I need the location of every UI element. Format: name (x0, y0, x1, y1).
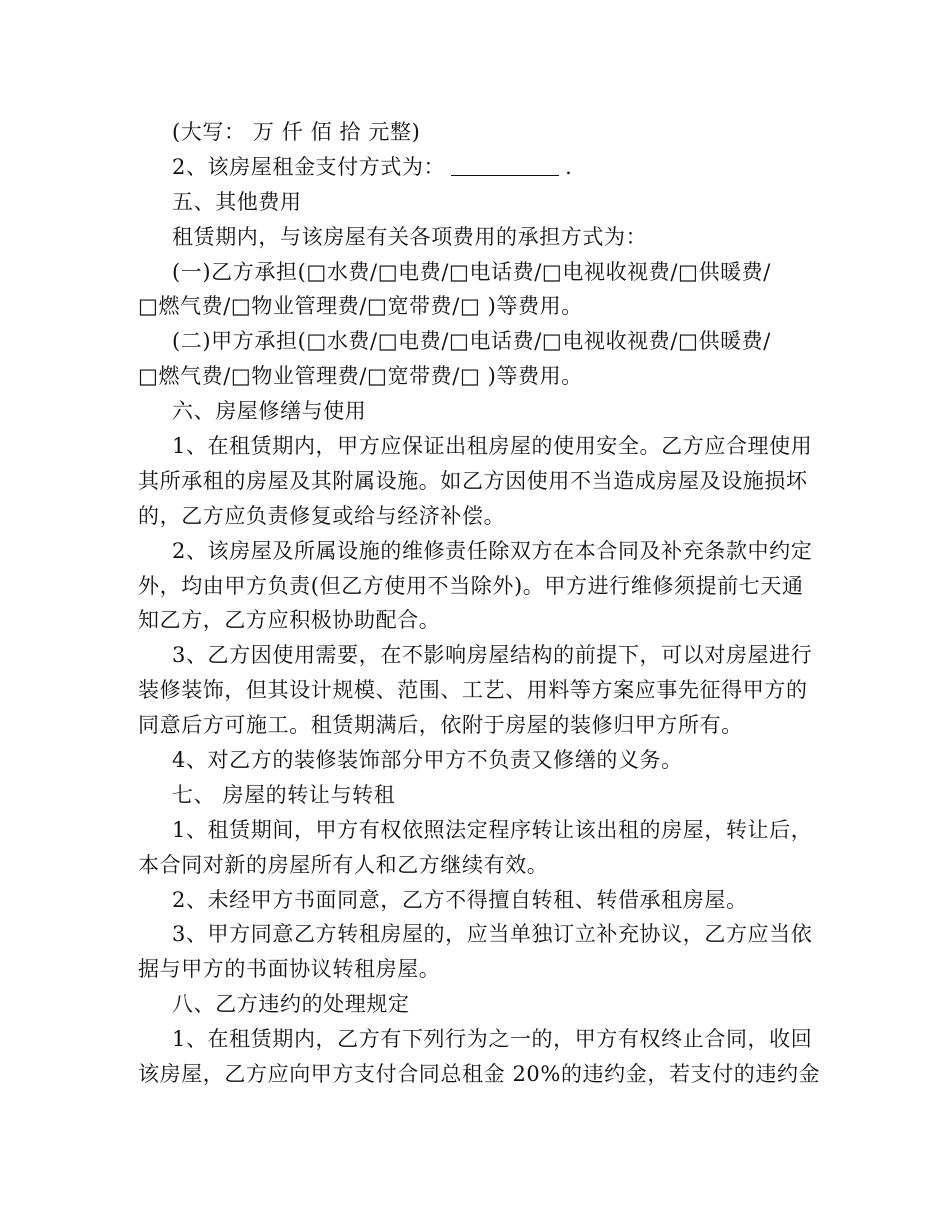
text-line: (二)甲方承担(□水费/□电费/□电话费/□电视收视费/□供暖费/ (172, 329, 771, 354)
text-line: 2、该房屋租金支付方式为： . (172, 154, 573, 179)
text-line: 据与甲方的书面协议转租房屋。 (138, 957, 441, 982)
text-line: 装修装饰，但其设计规模、范围、工艺、用料等方案应事先征得甲方的 (138, 678, 808, 703)
text-line: □燃气费/□物业管理费/□宽带费/□ )等费用。 (138, 294, 583, 319)
text-line: 该房屋，乙方应向甲方支付合同总租金 20%的违约金，若支付的违约金 (138, 1062, 821, 1087)
text-line: 2、该房屋及所属设施的维修责任除双方在本合同及补充条款中约定 (172, 538, 813, 563)
text-line: 的，乙方应负责修复或给与经济补偿。 (138, 503, 506, 528)
fill-in-blank (451, 157, 559, 176)
text-line: 3、乙方因使用需要，在不影响房屋结构的前提下，可以对房屋进行 (172, 643, 813, 668)
text-line: 1、在租赁期内，甲方应保证出租房屋的使用安全。乙方应合理使用 (172, 434, 813, 459)
text-line: (一)乙方承担(□水费/□电费/□电话费/□电视收视费/□供暖费/ (172, 259, 771, 284)
text-line: (大写： 万 仟 佰 拾 元整) (172, 120, 421, 144)
text-line: 知乙方，乙方应积极协助配合。 (138, 608, 441, 633)
text-line: 4、对乙方的装修装饰部分甲方不负责又修缮的义务。 (172, 748, 683, 773)
text-line: 2、未经甲方书面同意，乙方不得擅自转租、转借承租房屋。 (172, 887, 748, 912)
text-line: 其所承租的房屋及其附属设施。如乙方因使用不当造成房屋及设施损坏 (138, 468, 808, 493)
text-line: 1、租赁期间，甲方有权依照法定程序转让该出租的房屋，转让后， (172, 817, 813, 842)
text-line: 1、在租赁期内，乙方有下列行为之一的，甲方有权终止合同，收回 (172, 1027, 813, 1052)
section-heading: 七、 房屋的转让与转租 (172, 782, 396, 807)
text-line: 租赁期内，与该房屋有关各项费用的承担方式为： (172, 224, 648, 249)
text-line: 3、甲方同意乙方转租房屋的，应当单独订立补充协议，乙方应当依 (172, 922, 813, 947)
text-line: 本合同对新的房屋所有人和乙方继续有效。 (138, 852, 549, 877)
text-line: □燃气费/□物业管理费/□宽带费/□ )等费用。 (138, 364, 583, 389)
section-heading: 六、房屋修缮与使用 (172, 399, 367, 424)
section-heading: 八、乙方违约的处理规定 (172, 992, 410, 1017)
text-line: 外，均由甲方负责(但乙方使用不当除外)。甲方进行维修须提前七天通 (138, 573, 804, 598)
text-line: 同意后方可施工。租赁期满后，依附于房屋的装修归甲方所有。 (138, 713, 743, 738)
section-heading: 五、其他费用 (172, 189, 302, 214)
document-page (138, 115, 821, 1092)
